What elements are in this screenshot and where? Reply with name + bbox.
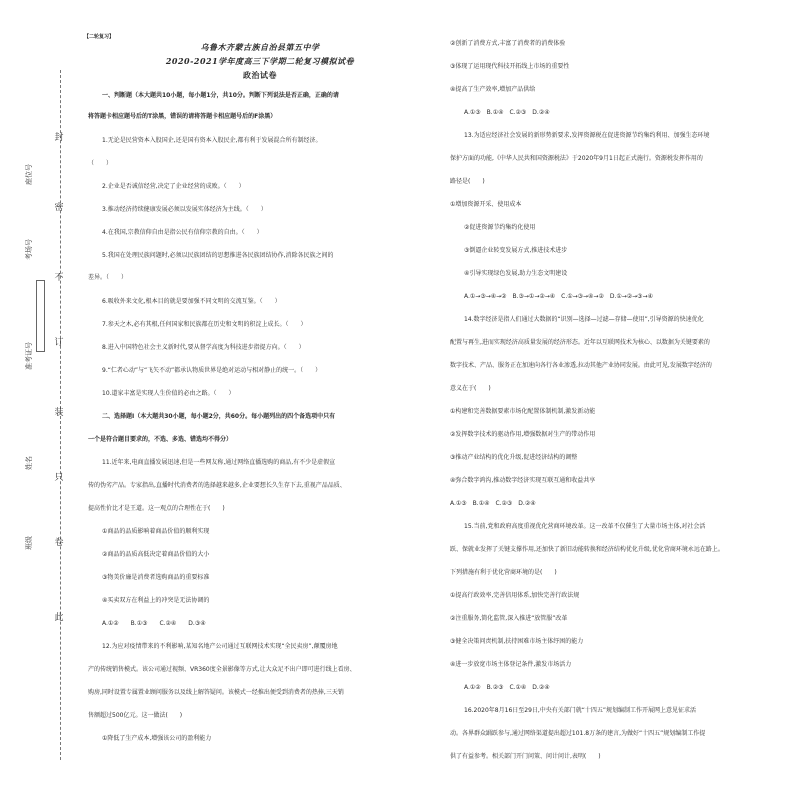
question-14-option-3: ③推动产业结构的优化升级,促进经济结构的调整 <box>450 454 578 461</box>
admission-number-field[interactable] <box>24 300 52 380</box>
school-title: 乌鲁木齐蒙古族自治县第五中学 <box>200 42 320 52</box>
question-15-option-4: ④进一步放宽市场主体登记条件,激发市场活力 <box>450 661 572 668</box>
exam-room-field[interactable] <box>24 220 52 280</box>
question-15-choices: A.①② B.②③ C.①④ D.②④ <box>464 684 550 691</box>
question-11-option-3: ③物美价廉是消费者选购商品的重要标准 <box>102 574 210 581</box>
seal-char: 不 <box>54 273 64 283</box>
question-12-cont-1: 产的传统销售模式。该公司通过视频、VR360度全景影像等方式,让大众足不出户即可进行线上看房、 <box>88 666 356 673</box>
question-12-stem: 售额超过500亿元。这一做法( ) <box>88 712 183 719</box>
question-14-option-1: ①构建和完善数据要素市场化配置体制机制,激发新动能 <box>450 408 596 415</box>
class-field[interactable] <box>24 510 52 570</box>
question-13-option-4: ④引导实现绿色发展,助力生态文明建设 <box>464 270 568 277</box>
section-1-heading: 一、判断题（本大题共10小题，每小题1分，共10分。判断下列说法是否正确，正确的请 <box>102 92 339 99</box>
question-13-cont: 保护方面的功能,《中华人民共和国资源税法》于2020年9月1日起正式施行。资源税发挥作用的 <box>450 155 703 162</box>
question-16-cont: 动。各界群众踊跃参与,通过网络渠道提出超过101.8万条的建言,为做好“十四五”规划编制工作提 <box>450 730 706 737</box>
question-14-cont-2: 数字技术、产品、服务正在加速向各行各业渗透,拉动其他产业协同发展。由此可见,发展数字经济的 <box>450 362 712 369</box>
seal-char: 只 <box>54 473 64 483</box>
seat-number-label: 座位号 <box>25 164 33 185</box>
name-label: 姓名 <box>25 456 33 470</box>
review-tag: 【二轮复习】 <box>84 34 115 40</box>
question-10: 10.道家丰富是实现人生价值的必由之路。（ ） <box>102 390 235 397</box>
exam-room-label: 考场号 <box>25 239 33 260</box>
question-12-option-2: ②创新了消费方式,丰富了消费者的消费体验 <box>450 40 566 47</box>
question-12-choices: A.①③ B.①④ C.②③ D.②④ <box>464 109 550 116</box>
seal-char: 订 <box>54 338 64 348</box>
class-label: 班级 <box>25 536 33 550</box>
question-15-option-2: ②注重服务,简化监管,深入推进“放管服”改革 <box>450 615 568 622</box>
question-1-bracket: （ ） <box>88 160 113 167</box>
question-1: 1.无论是民营资本入股国企,还是国有资本入股民企,都有利于发展混合所有制经济。 <box>102 137 322 144</box>
seal-char: 密 <box>54 203 64 213</box>
question-11: 11.近年来,电商直播发展迅速,但是一些网友称,通过网络直播选购的商品,有不少是虚假宣 <box>102 459 336 466</box>
question-11-option-4: ④买卖双方在利益上的冲突是无法协调的 <box>102 597 210 604</box>
question-3: 3.推动经济持续健康发展必须以发展实体经济为主线。（ ） <box>102 206 267 213</box>
question-14: 14.数字经济是指人们通过大数据的“识别—选择—过滤—存储—使用”,引导资源的快速优化 <box>464 316 704 323</box>
question-16-stem: 供了有益参考。相关部门开门问策、问计问计,表明( ) <box>450 753 601 760</box>
question-8: 8.进入中国特色社会主义新时代,要从督学高度为科技进步指提方向。（ ） <box>102 344 305 351</box>
section-1-heading-cont: 将答题卡相应题号后的T涂黑，错误的请将答题卡相应题号后的F涂黑） <box>88 113 277 120</box>
section-2-heading: 二、选择题Ⅰ（本大题共30小题，每小题2分，共60分。每小题列出的四个备选项中只有 <box>102 413 336 420</box>
seal-char: 卷 <box>54 538 64 548</box>
question-11-option-1: ①商品的品质影响着商品价值的顺利实现 <box>102 528 210 535</box>
question-13-option-1: ①增加资源开采、使用成本 <box>450 201 522 208</box>
question-12-cont-2: 购房,同时设置专属置业顾问服务以及线上解答疑问。该模式一经推出便受到消费者的热捧,三天销 <box>88 689 344 696</box>
question-12-option-1: ①降低了生产成本,增强该公司的盈利能力 <box>102 735 212 742</box>
exam-title: 2020-2021学年度高三下学期二轮复习模拟试卷 <box>165 56 355 66</box>
question-14-stem: 意义在于( ) <box>450 385 491 392</box>
question-4: 4.在我国,宗教信仰自由是指公民有信仰宗教的自由。（ ） <box>102 229 263 236</box>
question-7: 7.参天之木,必有其根,任何国家和民族都在历史和文明的积淀上成长。（ ） <box>102 321 307 328</box>
question-15-option-1: ①提高行政效率,完善信用体系,加快完善行政法规 <box>450 592 580 599</box>
question-13-choices: A.①→③→④→② B.③→①→②→④ C.①→③→④→② D.①→②→③→④ <box>464 293 653 300</box>
question-13-option-3: ③倒逼企业转变发展方式,推进技术进步 <box>464 247 568 254</box>
question-12-option-3: ③体现了运用现代科技开拓线上市场的重要性 <box>450 63 570 70</box>
question-12: 12.为应对疫情带来的不利影响,某知名地产公司通过互联网技术实现“全民卖房”,颠覆房地 <box>102 643 338 650</box>
question-11-option-2: ②商品的品质高低决定着商品价值的大小 <box>102 551 210 558</box>
question-11-choices: A.①② B.①③ C.②④ D.③④ <box>102 620 206 627</box>
question-15-stem: 下列措施有利于优化营商环境的是( ) <box>450 569 557 576</box>
question-16: 16.2020年8月16日至29日,中央有关部门就“十四五”规划编制工作开展网上意见征求活 <box>464 707 697 714</box>
seal-char: 装 <box>54 408 64 418</box>
admission-number-label: 准考证号 <box>25 342 33 370</box>
question-15-option-3: ③健全决策问责机制,扶持困难市场主体纾困的能力 <box>450 638 584 645</box>
section-2-heading-cont: 一个是符合题目要求的，不选、多选、错选均不得分） <box>88 436 233 443</box>
question-15: 15.当前,党和政府高度重视优化营商环境改革。这一改革不仅催生了大量市场主体,对社会活 <box>464 523 706 530</box>
name-field[interactable] <box>24 430 52 490</box>
question-13: 13.为适应经济社会发展的新形势新要求,发挥资源税在促进资源节约集约利用、加强生态环境 <box>464 132 710 139</box>
question-14-option-4: ④弥合数字鸿沟,推动数字经济实现互联互通和收益共享 <box>450 477 596 484</box>
binding-strip <box>22 70 74 770</box>
question-9: 9.“仁者心动”与“飞矢不动”都承认物质世界是绝对运动与相对静止的统一。（ ） <box>102 367 322 374</box>
subject-title: 政治试卷 <box>243 70 277 80</box>
question-15-cont: 跃、保就业发挥了关键支撑作用,还加快了新旧动能转换和经济结构优化升级,优化营商环境永远在路上。 <box>450 546 724 553</box>
seat-number-field[interactable] <box>24 145 52 205</box>
question-5: 5.我国在处理民族问题时,必须以民族团结的思想推进各民族团结协作,消除各民族之间的 <box>102 252 334 259</box>
question-13-stem: 路径是( ) <box>450 178 485 185</box>
question-12-option-4: ④提高了生产效率,增加产品供给 <box>450 86 536 93</box>
seal-char: 封 <box>54 133 64 143</box>
seal-char: 此 <box>54 613 64 623</box>
question-13-option-2: ②促进资源节约集约化使用 <box>464 224 536 231</box>
question-11-stem: 提高性价比才是王道。这一观点的合理性在于( ) <box>88 505 225 512</box>
question-5-cont: 差异。（ ） <box>88 274 128 281</box>
question-2: 2.企业是否诚信经营,决定了企业经营的成败。（ ） <box>102 183 245 190</box>
question-14-option-2: ②发挥数字技术的驱动作用,增强数据对生产的带动作用 <box>450 431 596 438</box>
question-14-choices: A.①③ B.①④ C.②③ D.②④ <box>450 500 536 507</box>
question-6: 6.吸收外来文化,根本目的就是要加强不同文明的交流互鉴。（ ） <box>102 298 281 305</box>
question-14-cont-1: 配置与再生,进而实现经济高质量发展的经济形态。近年以互联网技术为核心、以数据为关键要素的 <box>450 339 710 346</box>
question-11-cont: 传的伪劣产品。专家指出,直播时代消费者的选择越来越多,企业要想长久生存下去,重视产品品质、 <box>88 482 346 489</box>
